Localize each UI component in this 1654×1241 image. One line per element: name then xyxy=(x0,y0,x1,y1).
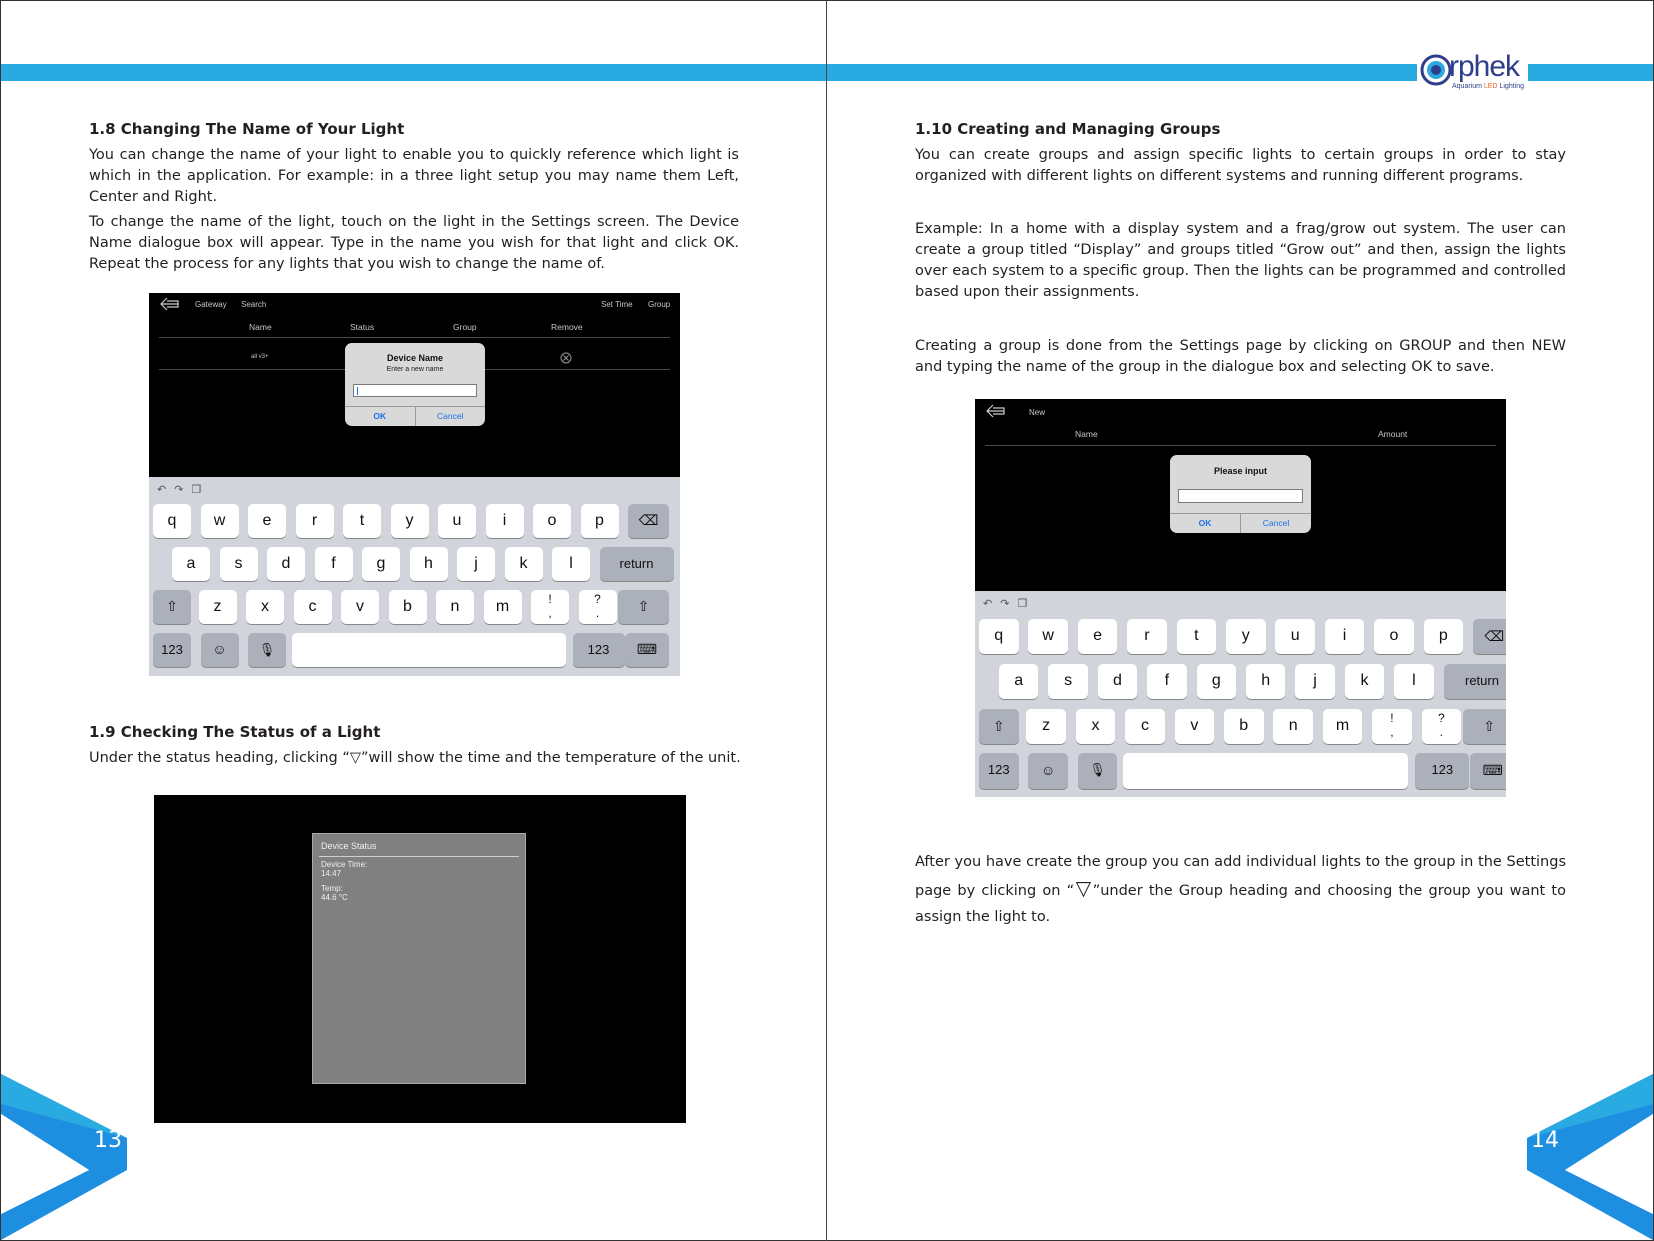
numbers-key-left[interactable]: 123 xyxy=(979,753,1019,788)
group-input-screenshot xyxy=(975,399,1506,797)
orphek-logo xyxy=(1418,52,1528,94)
key-r[interactable]: r xyxy=(296,504,334,538)
key-row3-5[interactable]: n xyxy=(436,590,474,624)
device-name-screenshot xyxy=(149,293,680,676)
key-e[interactable]: e xyxy=(1078,619,1118,654)
key-t[interactable]: t xyxy=(343,504,381,538)
key-row3-4[interactable]: b xyxy=(389,590,427,624)
dialog-ok-button[interactable]: OK xyxy=(345,407,416,426)
key-y[interactable]: y xyxy=(1226,619,1266,654)
nav-group[interactable]: Group xyxy=(648,300,671,309)
device-time-label: Device Time: xyxy=(321,860,368,869)
paragraph-1-10-d: After you have create the group you can add individual lights to the group in the Settings page by clicking on “▽”under the Group heading and choosing the group you want to assign the light to. xyxy=(915,854,1566,925)
numbers-key-right[interactable]: 123 xyxy=(1415,753,1469,788)
shift-key-right[interactable]: ⇧ xyxy=(1463,709,1506,744)
ios-keyboard xyxy=(149,477,680,676)
shift-key-left[interactable]: ⇧ xyxy=(153,590,191,624)
column-amount: Amount xyxy=(1378,429,1408,439)
row-light-name[interactable]: all v3+ xyxy=(251,354,269,360)
nav-set-time[interactable]: Set Time xyxy=(601,300,633,309)
dictation-key[interactable]: 🎙 xyxy=(1078,753,1118,788)
key-s[interactable]: s xyxy=(1048,664,1088,699)
shift-key-right[interactable]: ⇧ xyxy=(618,590,669,624)
temp-label: Temp: xyxy=(321,884,343,893)
back-arrow-icon[interactable] xyxy=(159,297,179,311)
backspace-key[interactable]: ⌫ xyxy=(1473,619,1506,654)
key-r[interactable]: r xyxy=(1127,619,1167,654)
key-row3-0[interactable]: z xyxy=(199,590,237,624)
key-a[interactable]: a xyxy=(172,547,210,581)
key-w[interactable]: w xyxy=(1028,619,1068,654)
key-a[interactable]: a xyxy=(999,664,1039,699)
key-k[interactable]: k xyxy=(1345,664,1385,699)
dialog-buttons xyxy=(345,406,485,426)
logo-wordmark-visible: rphek xyxy=(1449,50,1520,83)
key-q[interactable]: q xyxy=(153,504,191,538)
key-h[interactable]: h xyxy=(1246,664,1286,699)
column-remove: Remove xyxy=(551,322,583,332)
key-row3-8[interactable]: ? . xyxy=(579,590,617,624)
dialog-subtitle: Enter a new name xyxy=(386,366,444,373)
space-bar[interactable] xyxy=(1123,753,1408,788)
header-band-left xyxy=(1,64,826,81)
key-l[interactable]: l xyxy=(552,547,590,581)
key-i[interactable]: i xyxy=(1325,619,1365,654)
header-band-right-end xyxy=(1528,64,1653,81)
key-row3-7[interactable]: ! , xyxy=(1372,709,1412,744)
key-l[interactable]: l xyxy=(1394,664,1434,699)
ios-keyboard xyxy=(975,591,1506,797)
key-row3-4[interactable]: b xyxy=(1224,709,1264,744)
key-s[interactable]: s xyxy=(220,547,258,581)
key-row3-1[interactable]: x xyxy=(246,590,284,624)
paragraph-1-10-a: You can create groups and assign specific lights to certain groups in order to stay organized with different lights on different systems and running different programs. xyxy=(915,147,1566,184)
key-h[interactable]: h xyxy=(410,547,448,581)
header-band-right xyxy=(827,64,1417,81)
numbers-key-left[interactable]: 123 xyxy=(153,633,191,667)
key-row3-5[interactable]: n xyxy=(1273,709,1313,744)
paragraph-1-9: Under the status heading, clicking “▽”will show the time and the temperature of the unit. xyxy=(89,750,741,766)
dialog-title: Device Name xyxy=(386,353,444,363)
dictation-key[interactable]: 🎙 xyxy=(248,633,286,667)
dialog-ok-button[interactable]: OK xyxy=(1170,514,1241,533)
key-row3-2[interactable]: c xyxy=(1125,709,1165,744)
paragraph-1-8-a: You can change the name of your light to enable you to quickly reference which light is which in the application. For example: in a three light setup you may name them Left, Center and Right. xyxy=(89,147,739,205)
key-u[interactable]: u xyxy=(1275,619,1315,654)
key-p[interactable]: p xyxy=(1424,619,1464,654)
undo-redo-paste-icons[interactable]: ↶↷❐ xyxy=(983,598,1036,610)
hide-keyboard-key[interactable]: ⌨ xyxy=(1470,753,1506,788)
nav-gateway[interactable]: Gateway xyxy=(195,300,227,309)
key-d[interactable]: d xyxy=(1098,664,1138,699)
key-g[interactable]: g xyxy=(362,547,400,581)
page-number-left: 13 xyxy=(94,1128,122,1153)
device-status-screenshot xyxy=(154,795,686,1123)
please-input-dialog xyxy=(1170,455,1311,533)
undo-redo-paste-icons[interactable]: ↶↷❐ xyxy=(157,484,210,496)
column-name: Name xyxy=(249,322,272,332)
device-name-input[interactable] xyxy=(353,384,477,397)
key-row3-1[interactable]: x xyxy=(1076,709,1116,744)
space-bar[interactable] xyxy=(292,633,566,667)
heading-1-8: 1.8 Changing The Name of Your Light xyxy=(89,120,405,138)
backspace-key[interactable]: ⌫ xyxy=(628,504,669,538)
key-row3-3[interactable]: v xyxy=(341,590,379,624)
status-divider xyxy=(319,856,519,857)
device-name-dialog xyxy=(345,343,485,426)
numbers-key-right[interactable]: 123 xyxy=(573,633,625,667)
nav-search[interactable]: Search xyxy=(241,300,267,309)
key-f[interactable]: f xyxy=(315,547,353,581)
emoji-key[interactable]: ☺ xyxy=(1028,753,1068,788)
group-name-input[interactable] xyxy=(1178,489,1303,503)
key-o[interactable]: o xyxy=(1374,619,1414,654)
heading-1-10: 1.10 Creating and Managing Groups xyxy=(915,120,1221,138)
key-e[interactable]: e xyxy=(248,504,286,538)
key-j[interactable]: j xyxy=(1295,664,1335,699)
key-row3-6[interactable]: m xyxy=(484,590,522,624)
shift-key-left[interactable]: ⇧ xyxy=(979,709,1019,744)
header-divider xyxy=(985,445,1496,446)
key-row3-7[interactable]: ! , xyxy=(531,590,569,624)
right-corner-ribbon xyxy=(1527,1074,1653,1240)
page-number-right: 14 xyxy=(1531,1128,1559,1153)
dialog-buttons xyxy=(1170,513,1311,533)
left-corner-ribbon xyxy=(1,1074,127,1240)
heading-1-9: 1.9 Checking The Status of a Light xyxy=(89,723,381,741)
key-d[interactable]: d xyxy=(267,547,305,581)
key-w[interactable]: w xyxy=(201,504,239,538)
return-key[interactable]: return xyxy=(1444,664,1506,699)
dialog-cancel-button[interactable]: Cancel xyxy=(1262,518,1290,528)
key-q[interactable]: q xyxy=(979,619,1019,654)
status-title: Device Status xyxy=(321,841,377,851)
return-key[interactable]: return xyxy=(600,547,674,581)
nav-new[interactable]: New xyxy=(1029,408,1046,417)
hide-keyboard-key[interactable]: ⌨ xyxy=(625,633,669,667)
key-row3-0[interactable]: z xyxy=(1026,709,1066,744)
key-t[interactable]: t xyxy=(1177,619,1217,654)
page-gutter xyxy=(826,0,827,1241)
dropdown-triangle-icon: ▽ xyxy=(349,750,362,766)
emoji-key[interactable]: ☺ xyxy=(201,633,239,667)
key-g[interactable]: g xyxy=(1197,664,1237,699)
back-arrow-icon[interactable] xyxy=(985,404,1005,418)
key-o[interactable]: o xyxy=(533,504,571,538)
orphek-ring-icon xyxy=(1420,54,1452,86)
key-row3-3[interactable]: v xyxy=(1175,709,1215,744)
header-divider xyxy=(159,337,670,338)
temp-value: 44.6 °C xyxy=(321,893,348,902)
key-f[interactable]: f xyxy=(1147,664,1187,699)
key-row3-6[interactable]: m xyxy=(1323,709,1363,744)
column-name: Name xyxy=(1075,429,1098,439)
paragraph-1-10-c: Creating a group is done from the Settings page by clicking on GROUP and then NEW and typing the name of the group in the dialogue box and selecting OK to save. xyxy=(915,338,1566,375)
column-group: Group xyxy=(453,322,477,332)
paragraph-1-8-b: To change the name of the light, touch on the light in the Settings screen. The Device Name dialogue box will appear. Type in the name you wish for that light and click OK. Repeat the process for any lights that you wish to change the name of. xyxy=(89,214,739,272)
column-status: Status xyxy=(350,322,375,332)
key-j[interactable]: j xyxy=(457,547,495,581)
key-p[interactable]: p xyxy=(581,504,619,538)
dialog-cancel-button[interactable]: Cancel xyxy=(437,411,464,421)
key-i[interactable]: i xyxy=(486,504,524,538)
device-time-value: 14:47 xyxy=(321,869,342,878)
key-k[interactable]: k xyxy=(505,547,543,581)
key-u[interactable]: u xyxy=(438,504,476,538)
paragraph-1-10-b: Example: In a home with a display system and a frag/grow out system. The user can create a group titled “Display” and groups titled “Grow out” and then, assign the lights over each system to a specific group. Then the lights can be programmed and controlled based upon their assignments. xyxy=(915,221,1566,300)
dropdown-triangle-icon: ▽ xyxy=(1074,876,1093,900)
key-row3-2[interactable]: c xyxy=(294,590,332,624)
device-status-panel xyxy=(312,833,526,1084)
logo-tagline: Aquarium LED Lighting xyxy=(1452,83,1524,90)
dialog-title: Please input xyxy=(1213,466,1267,476)
key-y[interactable]: y xyxy=(391,504,429,538)
remove-circle-icon[interactable] xyxy=(560,352,572,364)
key-row3-8[interactable]: ? . xyxy=(1422,709,1462,744)
